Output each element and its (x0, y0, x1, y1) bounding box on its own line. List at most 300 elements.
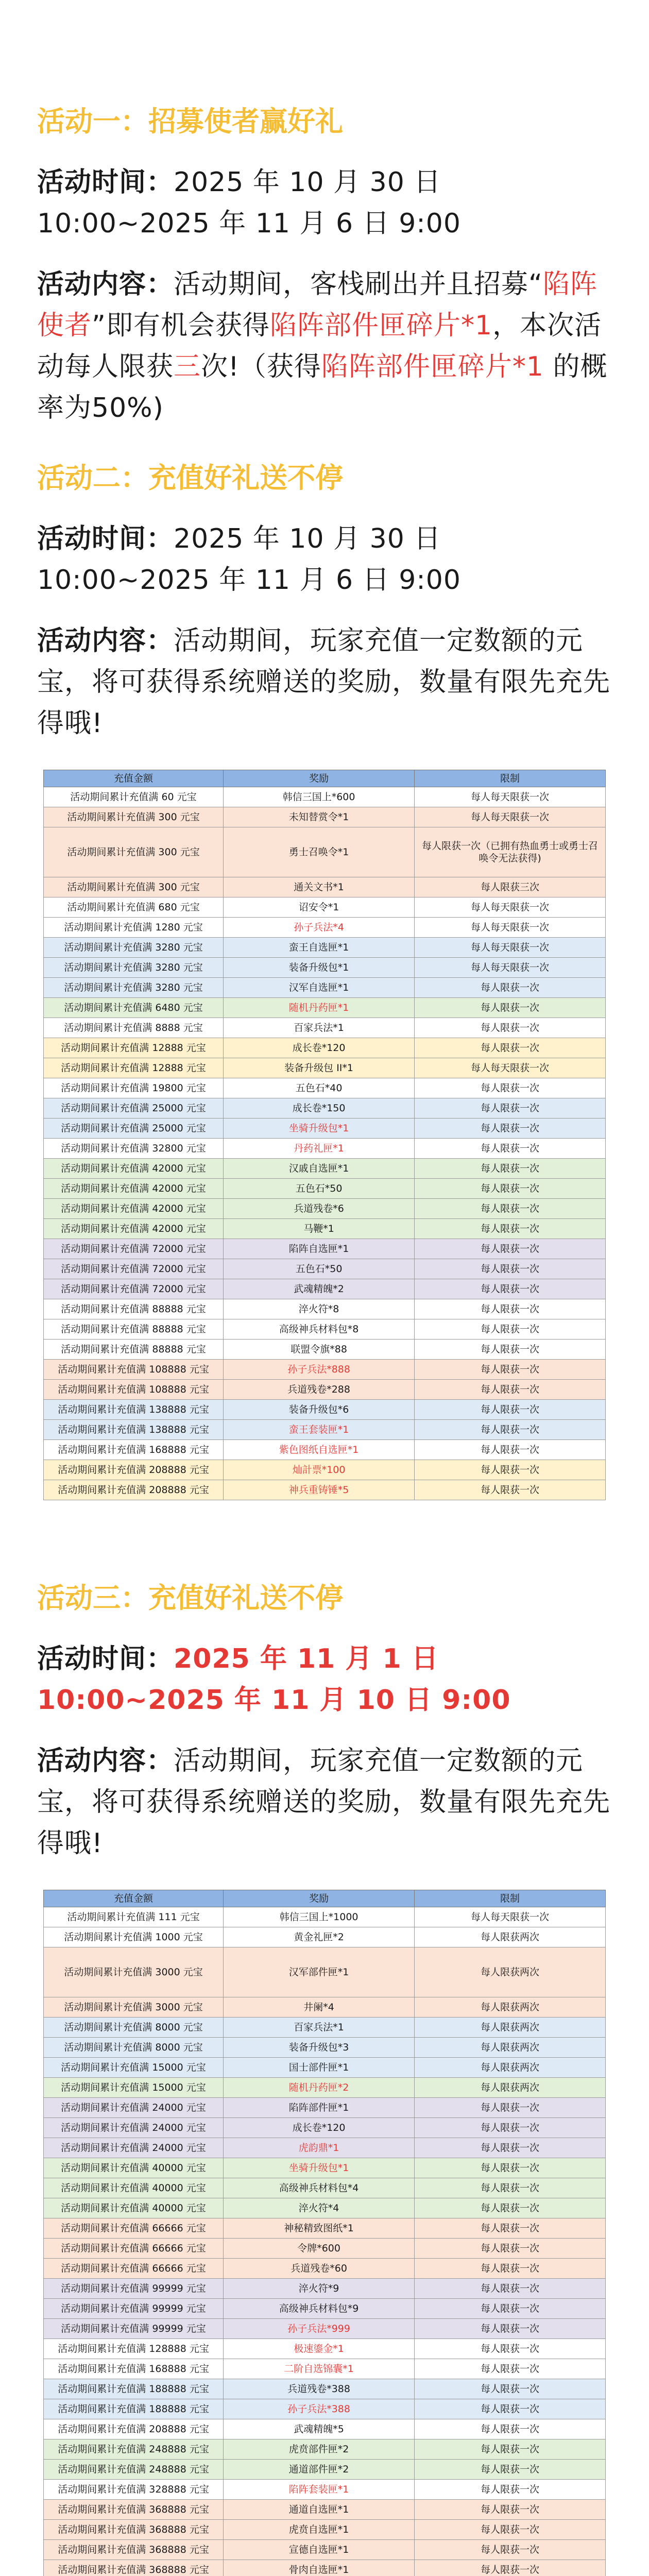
table-row (44, 1239, 606, 1259)
table-row (44, 978, 606, 998)
table-row (44, 1259, 606, 1279)
limit-cell: 每人限获一次 (415, 2198, 606, 2218)
table-row (44, 2299, 606, 2319)
reward-cell: 高级神兵材料包*9 (224, 2299, 415, 2319)
amount-cell: 活动期间累计充值满 42000 元宝 (44, 1199, 224, 1219)
table-row (44, 1139, 606, 1159)
section3-time-label: 活动时间： (37, 1643, 174, 1674)
reward-cell: 成长卷*120 (224, 2118, 415, 2138)
limit-cell: 每人限获一次 (415, 2480, 606, 2500)
table-row (44, 2319, 606, 2339)
amount-cell: 活动期间累计充值满 15000 元宝 (44, 2058, 224, 2078)
amount-cell: 活动期间累计充值满 368888 元宝 (44, 2500, 224, 2520)
reward-cell: 高级神兵材料包*4 (224, 2178, 415, 2198)
limit-cell: 每人每天限获一次 (415, 897, 606, 918)
section2-time-label: 活动时间： (37, 523, 174, 554)
amount-cell: 活动期间累计充值满 8888 元宝 (44, 1018, 224, 1038)
limit-cell: 每人限获一次 (415, 2138, 606, 2158)
reward-cell: 汉军自选匣*1 (224, 978, 415, 998)
amount-cell: 活动期间累计充值满 8000 元宝 (44, 2038, 224, 2058)
amount-cell: 活动期间累计充值满 24000 元宝 (44, 2138, 224, 2158)
reward-cell: 勇士召唤令*1 (224, 827, 415, 877)
limit-cell: 每人限获一次 (415, 1319, 606, 1340)
amount-cell: 活动期间累计充值满 3280 元宝 (44, 958, 224, 978)
reward-cell: 成长卷*150 (224, 1098, 415, 1118)
reward-cell: 高级神兵材料包*8 (224, 1319, 415, 1340)
reward-cell: 武魂精魄*2 (224, 1279, 415, 1299)
reward-cell: 虎韵鼎*1 (224, 2138, 415, 2158)
reward-cell: 淬火符*8 (224, 1299, 415, 1319)
amount-cell: 活动期间累计充值满 19800 元宝 (44, 1078, 224, 1098)
reward-cell: 紫色图纸自选匣*1 (224, 1440, 415, 1460)
table-row (44, 1179, 606, 1199)
reward-cell: 孙子兵法*888 (224, 1360, 415, 1380)
section2-time-value: 2025 年 10 月 30 日 10:00~2025 年 11 月 6 日 9:00 (37, 523, 461, 596)
table-row (44, 2339, 606, 2359)
section1-highlight-fragment-2: 陷阵部件匣碎片*1 (321, 351, 544, 382)
limit-cell: 每人限获一次 (415, 1420, 606, 1440)
amount-cell: 活动期间累计充值满 208888 元宝 (44, 1480, 224, 1500)
reward-cell: 极速鎏金*1 (224, 2339, 415, 2359)
table-row (44, 1997, 606, 2018)
reward-cell: 成长卷*120 (224, 1038, 415, 1058)
amount-cell: 活动期间累计充值满 72000 元宝 (44, 1279, 224, 1299)
reward-cell: 装备升级包*3 (224, 2038, 415, 2058)
limit-cell: 每人限获一次 (415, 978, 606, 998)
amount-cell: 活动期间累计充值满 25000 元宝 (44, 1098, 224, 1118)
reward-cell: 兵道残卷*60 (224, 2259, 415, 2279)
table-row (44, 1927, 606, 1947)
section2-time (37, 518, 612, 601)
section1-content-text-1: 活动期间，客栈刷出并且招募“ (174, 269, 543, 300)
table-row (44, 2520, 606, 2540)
section1-content-text-4: 次!（获得 (201, 351, 321, 382)
reward-cell: 通道部件匣*2 (224, 2460, 415, 2480)
section3-content-label: 活动内容： (37, 1745, 174, 1776)
table-row (44, 2460, 606, 2480)
section1-content-label: 活动内容： (37, 269, 174, 300)
section3-title: 活动三：充值好礼送不停 (37, 1582, 343, 1614)
table-row (44, 1118, 606, 1139)
limit-cell: 每人限获两次 (415, 2038, 606, 2058)
amount-cell: 活动期间累计充值满 368888 元宝 (44, 2560, 224, 2576)
reward-cell: 马鞭*1 (224, 1219, 415, 1239)
reward-cell: 灿計票*100 (224, 1460, 415, 1480)
table-row (44, 1360, 606, 1380)
reward-cell: 令牌*600 (224, 2239, 415, 2259)
table-row (44, 938, 606, 958)
limit-cell: 每人限获一次 (415, 2560, 606, 2576)
section1-content-text-2: ”即有机会获得 (92, 310, 270, 341)
limit-cell: 每人限获一次 (415, 2439, 606, 2460)
amount-cell: 活动期间累计充值满 42000 元宝 (44, 1179, 224, 1199)
table-row (44, 897, 606, 918)
reward-cell: 陷阵套装匣*1 (224, 2480, 415, 2500)
table-row (44, 2218, 606, 2239)
reward-cell: 孙子兵法*999 (224, 2319, 415, 2339)
table-row (44, 1219, 606, 1239)
limit-cell: 每人限获两次 (415, 2058, 606, 2078)
table-row (44, 1340, 606, 1360)
reward-cell: 韩信三国上*600 (224, 787, 415, 807)
reward-cell: 百家兵法*1 (224, 2018, 415, 2038)
limit-cell: 每人限获一次 (415, 2299, 606, 2319)
reward-cell: 陷阵自选匣*1 (224, 1239, 415, 1259)
limit-cell: 每人限获一次 (415, 2399, 606, 2419)
amount-cell: 活动期间累计充值满 168888 元宝 (44, 1440, 224, 1460)
section1-content-text-3: ，本次活动每人限获 (37, 310, 602, 382)
limit-cell: 每人限获一次 (415, 1259, 606, 1279)
section2-title: 活动二：充值好礼送不停 (37, 462, 343, 494)
table-row (44, 2279, 606, 2299)
table-row (44, 2078, 606, 2098)
amount-cell: 活动期间累计充值满 138888 元宝 (44, 1400, 224, 1420)
amount-cell: 活动期间累计充值满 108888 元宝 (44, 1380, 224, 1400)
amount-cell: 活动期间累计充值满 138888 元宝 (44, 1420, 224, 1440)
amount-cell: 活动期间累计充值满 108888 元宝 (44, 1360, 224, 1380)
limit-cell: 每人限获一次 (415, 2259, 606, 2279)
limit-cell: 每人限获一次 (415, 1159, 606, 1179)
amount-cell: 活动期间累计充值满 248888 元宝 (44, 2439, 224, 2460)
amount-cell: 活动期间累计充值满 88888 元宝 (44, 1299, 224, 1319)
limit-cell: 每人限获一次 (415, 1239, 606, 1259)
section2-table-body (44, 787, 606, 1500)
table-row (44, 2560, 606, 2576)
table-row (44, 2399, 606, 2419)
amount-cell: 活动期间累计充值满 368888 元宝 (44, 2540, 224, 2560)
reward-cell: 兵道残卷*288 (224, 1380, 415, 1400)
table-row (44, 1018, 606, 1038)
table-row (44, 2138, 606, 2158)
reward-cell: 淬火符*4 (224, 2198, 415, 2218)
limit-cell: 每人限获一次（已拥有热血勇士或勇士召唤令无法获得) (415, 827, 606, 877)
amount-cell: 活动期间累计充值满 25000 元宝 (44, 1118, 224, 1139)
section2-content-text: 活动期间，玩家充值一定数额的元宝，将可获得系统赠送的奖励，数量有限先充先得哦! (37, 625, 611, 739)
header-amount: 充值金额 (44, 770, 224, 787)
table-row (44, 2098, 606, 2118)
reward-cell: 虎贲自选匣*1 (224, 2520, 415, 2540)
table-row (44, 2480, 606, 2500)
table-row (44, 877, 606, 897)
section2-content (37, 620, 612, 744)
table-row (44, 1319, 606, 1340)
header-limit: 限制 (415, 1890, 606, 1907)
limit-cell: 每人限获一次 (415, 1098, 606, 1118)
section2-content-label: 活动内容： (37, 625, 174, 656)
table-row (44, 787, 606, 807)
header-amount: 充值金额 (44, 1890, 224, 1907)
table-row (44, 2118, 606, 2138)
reward-cell: 淬火符*9 (224, 2279, 415, 2299)
limit-cell: 每人限获两次 (415, 1927, 606, 1947)
section2-reward-table (43, 770, 606, 1500)
limit-cell: 每人限获一次 (415, 1018, 606, 1038)
limit-cell: 每人限获一次 (415, 2158, 606, 2178)
amount-cell: 活动期间累计充值满 111 元宝 (44, 1907, 224, 1927)
table-row (44, 2198, 606, 2218)
limit-cell: 每人限获一次 (415, 1480, 606, 1500)
table-row (44, 2018, 606, 2038)
section1-title: 活动一：招募使者赢好礼 (37, 105, 343, 138)
limit-cell: 每人每天限获一次 (415, 958, 606, 978)
limit-cell: 每人限获一次 (415, 998, 606, 1018)
amount-cell: 活动期间累计充值满 66666 元宝 (44, 2239, 224, 2259)
reward-cell: 武魂精魄*5 (224, 2419, 415, 2439)
amount-cell: 活动期间累计充值满 208888 元宝 (44, 1460, 224, 1480)
table-row (44, 1460, 606, 1480)
table-row (44, 2500, 606, 2520)
table-row (44, 1058, 606, 1078)
limit-cell: 每人限获两次 (415, 1947, 606, 1997)
limit-cell: 每人限获一次 (415, 2540, 606, 2560)
limit-cell: 每人限获一次 (415, 2218, 606, 2239)
amount-cell: 活动期间累计充值满 328888 元宝 (44, 2480, 224, 2500)
amount-cell: 活动期间累计充值满 208888 元宝 (44, 2419, 224, 2439)
reward-cell: 汉军部件匣*1 (224, 1947, 415, 1997)
table-row (44, 1299, 606, 1319)
limit-cell: 每人限获一次 (415, 1340, 606, 1360)
reward-cell: 未知替赏令*1 (224, 807, 415, 827)
reward-cell: 国士部件匣*1 (224, 2058, 415, 2078)
amount-cell: 活动期间累计充值满 6480 元宝 (44, 998, 224, 1018)
reward-cell: 兵道残卷*6 (224, 1199, 415, 1219)
reward-cell: 五色石*40 (224, 1078, 415, 1098)
table-row (44, 2058, 606, 2078)
reward-cell: 装备升级包*6 (224, 1400, 415, 1420)
section3-content (37, 1740, 612, 1864)
amount-cell: 活动期间累计充值满 12888 元宝 (44, 1058, 224, 1078)
section3-content-text: 活动期间，玩家充值一定数额的元宝，将可获得系统赠送的奖励，数量有限先充先得哦! (37, 1745, 611, 1859)
reward-cell: 神兵重铸锤*5 (224, 1480, 415, 1500)
limit-cell: 每人每天限获一次 (415, 1058, 606, 1078)
reward-cell: 神秘精致图纸*1 (224, 2218, 415, 2239)
amount-cell: 活动期间累计充值满 24000 元宝 (44, 2118, 224, 2138)
reward-cell: 二阶自选锦囊*1 (224, 2359, 415, 2379)
reward-cell: 坐骑升级包*1 (224, 1118, 415, 1139)
section1-highlight-count: 三 (174, 351, 201, 382)
limit-cell: 每人限获一次 (415, 2098, 606, 2118)
limit-cell: 每人限获一次 (415, 2460, 606, 2480)
reward-cell: 随机丹药匣*2 (224, 2078, 415, 2098)
amount-cell: 活动期间累计充值满 40000 元宝 (44, 2178, 224, 2198)
section3-reward-table (43, 1890, 606, 2576)
table-row (44, 2540, 606, 2560)
limit-cell: 每人限获一次 (415, 2500, 606, 2520)
amount-cell: 活动期间累计充值满 99999 元宝 (44, 2279, 224, 2299)
limit-cell: 每人限获一次 (415, 2319, 606, 2339)
table-row (44, 1907, 606, 1927)
amount-cell: 活动期间累计充值满 72000 元宝 (44, 1259, 224, 1279)
limit-cell: 每人限获一次 (415, 2359, 606, 2379)
reward-cell: 汉戚自选匣*1 (224, 1159, 415, 1179)
amount-cell: 活动期间累计充值满 1280 元宝 (44, 918, 224, 938)
table-row (44, 2178, 606, 2198)
table-row (44, 1159, 606, 1179)
limit-cell: 每人限获一次 (415, 1199, 606, 1219)
limit-cell: 每人限获一次 (415, 2379, 606, 2399)
limit-cell: 每人每天限获一次 (415, 938, 606, 958)
table-row (44, 2439, 606, 2460)
table-header-row (44, 770, 606, 787)
reward-cell: 装备升级包*1 (224, 958, 415, 978)
amount-cell: 活动期间累计充值满 66666 元宝 (44, 2218, 224, 2239)
table-row (44, 2259, 606, 2279)
table-row (44, 1400, 606, 1420)
amount-cell: 活动期间累计充值满 99999 元宝 (44, 2299, 224, 2319)
limit-cell: 每人限获一次 (415, 1179, 606, 1199)
reward-cell: 虎贲部件匣*2 (224, 2439, 415, 2460)
table-row (44, 1199, 606, 1219)
reward-cell: 蛮王套装匣*1 (224, 1420, 415, 1440)
table-row (44, 1440, 606, 1460)
table-row (44, 2239, 606, 2259)
amount-cell: 活动期间累计充值满 40000 元宝 (44, 2198, 224, 2218)
amount-cell: 活动期间累计充值满 300 元宝 (44, 807, 224, 827)
table-row (44, 1098, 606, 1118)
limit-cell: 每人限获一次 (415, 1118, 606, 1139)
table-row (44, 1279, 606, 1299)
amount-cell: 活动期间累计充值满 1000 元宝 (44, 1927, 224, 1947)
table-row (44, 1380, 606, 1400)
amount-cell: 活动期间累计充值满 40000 元宝 (44, 2158, 224, 2178)
limit-cell: 每人每天限获一次 (415, 807, 606, 827)
reward-cell: 宣德自选匣*1 (224, 2540, 415, 2560)
limit-cell: 每人限获一次 (415, 1380, 606, 1400)
table-row (44, 1078, 606, 1098)
section1-highlight-envoy: 陷阵使者 (37, 269, 597, 341)
amount-cell: 活动期间累计充值满 300 元宝 (44, 877, 224, 897)
amount-cell: 活动期间累计充值满 368888 元宝 (44, 2520, 224, 2540)
section1-content (37, 264, 612, 429)
amount-cell: 活动期间累计充值满 8000 元宝 (44, 2018, 224, 2038)
amount-cell: 活动期间累计充值满 99999 元宝 (44, 2319, 224, 2339)
amount-cell: 活动期间累计充值满 188888 元宝 (44, 2379, 224, 2399)
amount-cell: 活动期间累计充值满 188888 元宝 (44, 2399, 224, 2419)
limit-cell: 每人限获一次 (415, 1440, 606, 1460)
limit-cell: 每人限获两次 (415, 2018, 606, 2038)
amount-cell: 活动期间累计充值满 72000 元宝 (44, 1239, 224, 1259)
limit-cell: 每人限获一次 (415, 1460, 606, 1480)
amount-cell: 活动期间累计充值满 680 元宝 (44, 897, 224, 918)
table-row (44, 918, 606, 938)
reward-cell: 井阑*4 (224, 1997, 415, 2018)
reward-cell: 坐骑升级包*1 (224, 2158, 415, 2178)
header-reward: 奖励 (224, 1890, 415, 1907)
section3-table-body (44, 1907, 606, 2576)
header-limit: 限制 (415, 770, 606, 787)
section1-time (37, 162, 612, 244)
reward-cell: 丹药礼匣*1 (224, 1139, 415, 1159)
limit-cell: 每人限获一次 (415, 1038, 606, 1058)
amount-cell: 活动期间累计充值满 15000 元宝 (44, 2078, 224, 2098)
table-row (44, 2379, 606, 2399)
reward-cell: 通关文书*1 (224, 877, 415, 897)
amount-cell: 活动期间累计充值满 128888 元宝 (44, 2339, 224, 2359)
header-reward: 奖励 (224, 770, 415, 787)
amount-cell: 活动期间累计充值满 12888 元宝 (44, 1038, 224, 1058)
reward-cell: 五色石*50 (224, 1179, 415, 1199)
limit-cell: 每人限获一次 (415, 2178, 606, 2198)
section3-time-value: 2025 年 11 月 1 日 10:00~2025 年 11 月 10 日 9:00 (37, 1643, 511, 1716)
amount-cell: 活动期间累计充值满 32800 元宝 (44, 1139, 224, 1159)
reward-cell: 孙子兵法*388 (224, 2399, 415, 2419)
reward-cell: 随机丹药匣*1 (224, 998, 415, 1018)
table-row (44, 958, 606, 978)
amount-cell: 活动期间累计充值满 3280 元宝 (44, 978, 224, 998)
amount-cell: 活动期间累计充值满 88888 元宝 (44, 1340, 224, 1360)
table-row (44, 2359, 606, 2379)
limit-cell: 每人每天限获一次 (415, 787, 606, 807)
reward-cell: 韩信三国上*1000 (224, 1907, 415, 1927)
limit-cell: 每人限获一次 (415, 2239, 606, 2259)
amount-cell: 活动期间累计充值满 42000 元宝 (44, 1159, 224, 1179)
amount-cell: 活动期间累计充值满 300 元宝 (44, 827, 224, 877)
reward-cell: 通道自选匣*1 (224, 2500, 415, 2520)
amount-cell: 活动期间累计充值满 60 元宝 (44, 787, 224, 807)
amount-cell: 活动期间累计充值满 42000 元宝 (44, 1219, 224, 1239)
table-row (44, 2419, 606, 2439)
limit-cell: 每人限获一次 (415, 1299, 606, 1319)
reward-cell: 联盟令旗*88 (224, 1340, 415, 1360)
limit-cell: 每人限获一次 (415, 1078, 606, 1098)
limit-cell: 每人限获一次 (415, 2520, 606, 2540)
limit-cell: 每人限获一次 (415, 1219, 606, 1239)
reward-cell: 黄金礼匣*2 (224, 1927, 415, 1947)
table-row (44, 2158, 606, 2178)
table-row (44, 1420, 606, 1440)
reward-cell: 百家兵法*1 (224, 1018, 415, 1038)
amount-cell: 活动期间累计充值满 3280 元宝 (44, 938, 224, 958)
table-row (44, 827, 606, 877)
limit-cell: 每人限获一次 (415, 1360, 606, 1380)
amount-cell: 活动期间累计充值满 168888 元宝 (44, 2359, 224, 2379)
section1-content-text-5: 的概率为50%) (37, 351, 608, 423)
amount-cell: 活动期间累计充值满 24000 元宝 (44, 2098, 224, 2118)
limit-cell: 每人每天限获一次 (415, 1907, 606, 1927)
limit-cell: 每人限获两次 (415, 1997, 606, 2018)
limit-cell: 每人限获一次 (415, 2279, 606, 2299)
amount-cell: 活动期间累计充值满 248888 元宝 (44, 2460, 224, 2480)
section3-time (37, 1638, 612, 1721)
reward-cell: 骨肉自选匣*1 (224, 2560, 415, 2576)
amount-cell: 活动期间累计充值满 88888 元宝 (44, 1319, 224, 1340)
limit-cell: 每人限获一次 (415, 2339, 606, 2359)
table-row (44, 807, 606, 827)
limit-cell: 每人限获一次 (415, 1279, 606, 1299)
table-row (44, 1480, 606, 1500)
reward-cell: 诏安令*1 (224, 897, 415, 918)
limit-cell: 每人限获三次 (415, 877, 606, 897)
amount-cell: 活动期间累计充值满 3000 元宝 (44, 1997, 224, 2018)
section1-time-label: 活动时间： (37, 167, 174, 198)
limit-cell: 每人限获一次 (415, 1400, 606, 1420)
amount-cell: 活动期间累计充值满 3000 元宝 (44, 1947, 224, 1997)
reward-cell: 蛮王自选匣*1 (224, 938, 415, 958)
reward-cell: 装备升级包 II*1 (224, 1058, 415, 1078)
section1-time-value: 2025 年 10 月 30 日 10:00~2025 年 11 月 6 日 9:00 (37, 167, 461, 239)
table-row (44, 2038, 606, 2058)
table-header-row (44, 1890, 606, 1907)
limit-cell: 每人每天限获一次 (415, 918, 606, 938)
limit-cell: 每人限获一次 (415, 2419, 606, 2439)
limit-cell: 每人限获一次 (415, 2118, 606, 2138)
section1-highlight-fragment: 陷阵部件匣碎片*1 (269, 310, 493, 341)
table-row (44, 998, 606, 1018)
amount-cell: 活动期间累计充值满 66666 元宝 (44, 2259, 224, 2279)
limit-cell: 每人限获一次 (415, 1139, 606, 1159)
limit-cell: 每人限获两次 (415, 2078, 606, 2098)
reward-cell: 孙子兵法*4 (224, 918, 415, 938)
